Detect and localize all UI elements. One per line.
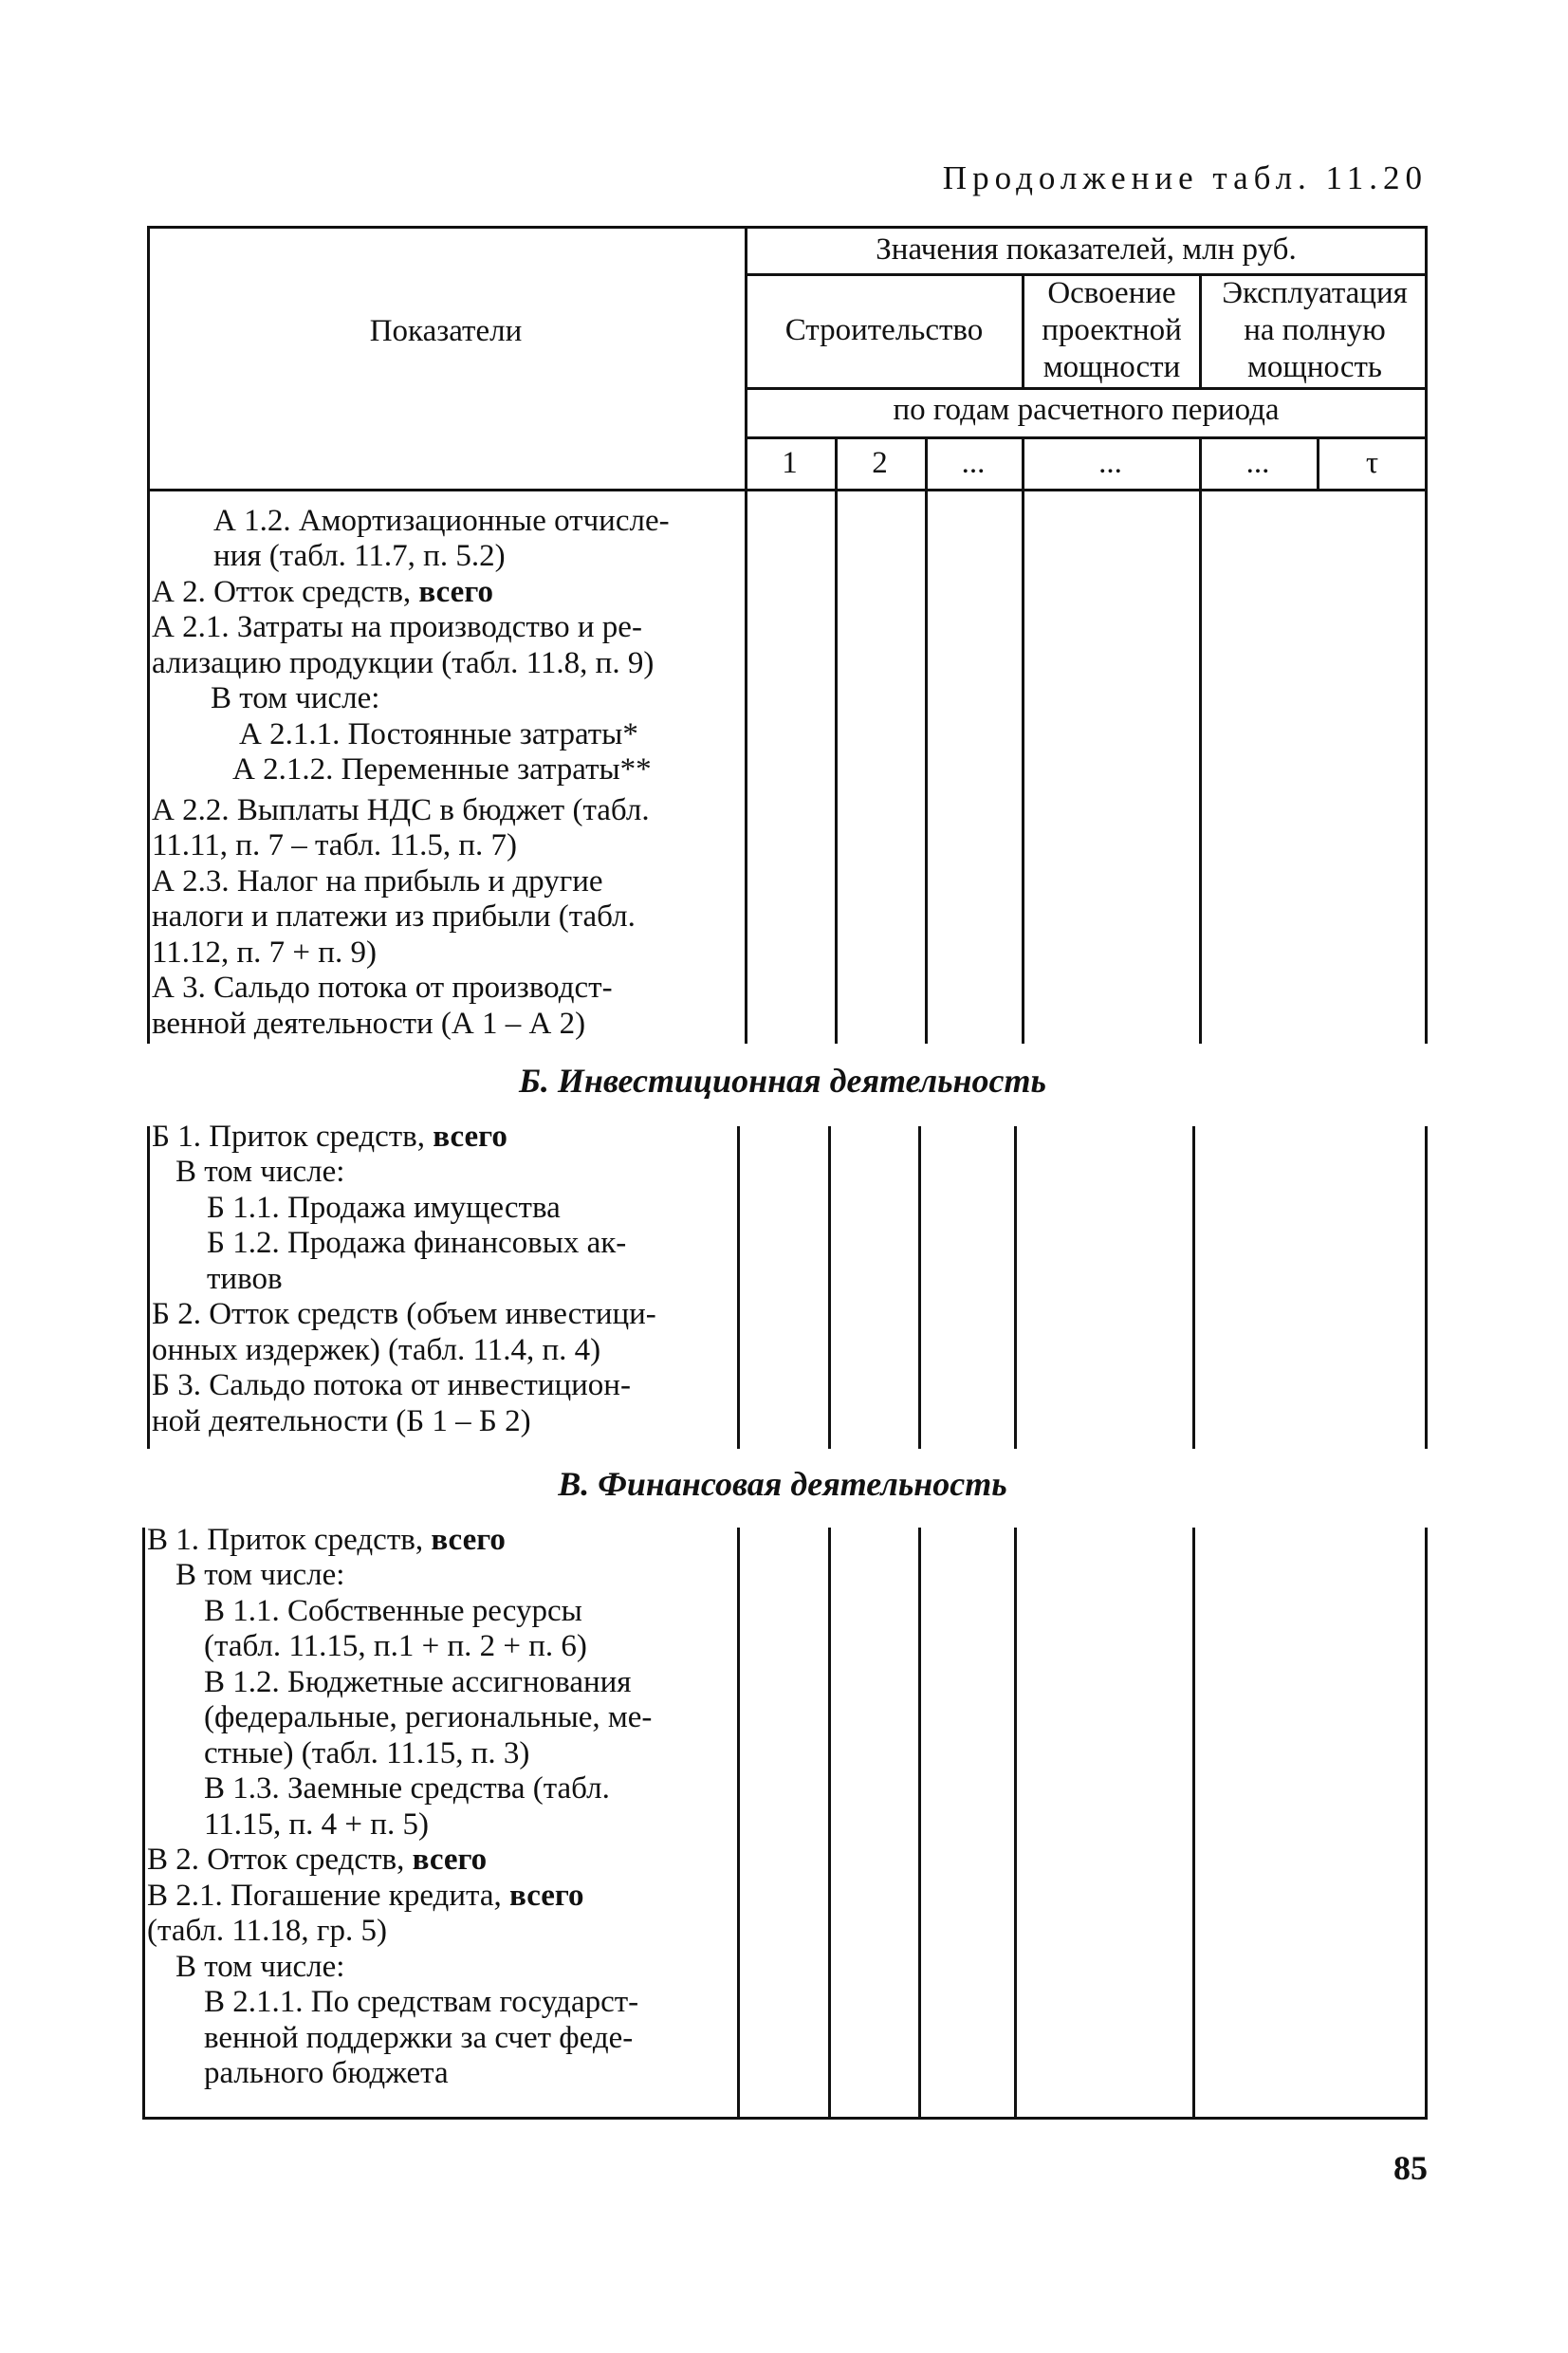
table-row-label: 11.12, п. 7 + п. 9) <box>152 936 377 970</box>
table-row-label: В 1. Приток средств, всего <box>147 1523 506 1557</box>
continuation-label: Продолжение табл. 11.20 <box>942 159 1428 196</box>
body-divider <box>1014 1126 1017 1449</box>
table-row-label: ализацию продукции (табл. 11.8, п. 9) <box>152 646 655 680</box>
table-bottom-rule <box>142 2117 1428 2120</box>
table-row-label: Б 3. Сальдо потока от инвестицион- <box>152 1368 631 1402</box>
column-number: 2 <box>872 446 888 480</box>
table-row-label: ной деятельности (Б 1 – Б 2) <box>152 1404 531 1438</box>
values-header: Значения показателей, млн руб. <box>876 232 1297 267</box>
table-row-label: А 1.2. Амортизационные отчисле- <box>213 504 670 538</box>
table-row-label: В 1.3. Заемные средства (табл. <box>204 1771 610 1806</box>
table-row-label: А 2.3. Налог на прибыль и другие <box>152 864 603 899</box>
table-row-label: Б 1. Приток средств, всего <box>152 1120 507 1154</box>
body-divider <box>147 1126 150 1449</box>
body-divider <box>737 1528 740 2120</box>
table-row-label: В том числе: <box>175 1950 345 1984</box>
table-row-label: А 2.1.1. Постоянные затраты* <box>239 717 638 751</box>
table-row-label: В 1.2. Бюджетные ассигнования <box>204 1665 632 1699</box>
mastering-header-line: Освоение <box>1047 276 1176 310</box>
body-divider <box>918 1528 921 2120</box>
column-number: ... <box>1245 446 1270 480</box>
table-row-label: А 2.2. Выплаты НДС в бюджет (табл. <box>152 793 650 827</box>
table-row-label: рального бюджета <box>204 2056 449 2090</box>
table-row-label: В том числе: <box>175 1155 345 1189</box>
body-divider <box>835 491 838 1044</box>
mastering-header-line: мощности <box>1042 350 1181 384</box>
body-divider <box>1192 1528 1195 2120</box>
operation-header-line: на полную <box>1244 313 1386 347</box>
body-divider <box>1425 1528 1428 2120</box>
body-divider <box>1425 491 1428 1044</box>
table-row-label: В 2.1.1. По средствам государст- <box>204 1985 639 2019</box>
table-row-label: 11.15, п. 4 + п. 5) <box>204 1807 429 1842</box>
table-row-label: В том числе: <box>175 1558 345 1592</box>
table-row-label: А 3. Сальдо потока от производст- <box>152 971 613 1005</box>
body-divider <box>1425 1126 1428 1449</box>
column-number: ... <box>1098 446 1122 480</box>
header-rule <box>745 387 1428 390</box>
table-row-label: 11.11, п. 7 – табл. 11.5, п. 7) <box>152 828 518 862</box>
table-row-label: (федеральные, региональные, ме- <box>204 1700 653 1734</box>
operation-header-line: мощность <box>1247 350 1382 384</box>
body-divider <box>925 491 928 1044</box>
body-divider <box>918 1126 921 1449</box>
header-rule <box>745 436 1428 439</box>
column-number: τ <box>1365 446 1379 480</box>
section-title-investment: Б. Инвестиционная деятельность <box>519 1062 1046 1100</box>
table-row-label: (табл. 11.15, п.1 + п. 2 + п. 6) <box>204 1629 587 1663</box>
table-row-label: венной поддержки за счет феде- <box>204 2021 634 2055</box>
body-divider <box>1022 491 1024 1044</box>
table-row-label: Б 1.1. Продажа имущества <box>207 1191 561 1225</box>
column-number: ... <box>961 446 986 480</box>
page-number: 85 <box>1393 2149 1428 2187</box>
table-row-label: В том числе: <box>211 681 380 715</box>
table-row-label: Б 2. Отток средств (объем инвестици- <box>152 1297 656 1331</box>
indicators-header: Показатели <box>369 314 523 348</box>
body-divider <box>828 1528 831 2120</box>
body-divider <box>1014 1528 1017 2120</box>
years-header: по годам расчетного периода <box>893 393 1280 427</box>
body-divider <box>1199 491 1202 1044</box>
table-row-label: В 2.1. Погашение кредита, всего <box>147 1879 584 1913</box>
table-row-label: венной деятельности (А 1 – А 2) <box>152 1007 586 1041</box>
mastering-header-line: проектной <box>1042 313 1182 347</box>
body-divider <box>828 1126 831 1449</box>
table-row-label: В 1.1. Собственные ресурсы <box>204 1594 582 1628</box>
table-row-label: (табл. 11.18, гр. 5) <box>147 1914 387 1948</box>
table-row-label: онных издержек) (табл. 11.4, п. 4) <box>152 1333 601 1367</box>
body-divider <box>147 491 150 1044</box>
table-row-label: стные) (табл. 11.15, п. 3) <box>204 1736 530 1770</box>
construction-header: Строительство <box>784 313 984 347</box>
table-row-label: Б 1.2. Продажа финансовых ак- <box>207 1226 627 1260</box>
body-divider <box>737 1126 740 1449</box>
table-row-label: налоги и платежи из прибыли (табл. <box>152 899 636 934</box>
column-number: 1 <box>782 446 798 480</box>
operation-header-line: Эксплуатация <box>1222 276 1408 310</box>
section-title-financial: В. Финансовая деятельность <box>558 1465 1007 1503</box>
body-divider <box>1192 1126 1195 1449</box>
table-row-label: А 2.1.2. Переменные затраты** <box>232 752 652 787</box>
table-row-label: тивов <box>207 1262 283 1296</box>
table-row-label: А 2. Отток средств, всего <box>152 575 493 609</box>
table-row-label: В 2. Отток средств, всего <box>147 1843 488 1877</box>
body-divider <box>142 1528 145 2120</box>
body-divider <box>745 491 747 1044</box>
table-row-label: ния (табл. 11.7, п. 5.2) <box>213 539 506 573</box>
table-row-label: А 2.1. Затраты на производство и ре- <box>152 610 642 644</box>
